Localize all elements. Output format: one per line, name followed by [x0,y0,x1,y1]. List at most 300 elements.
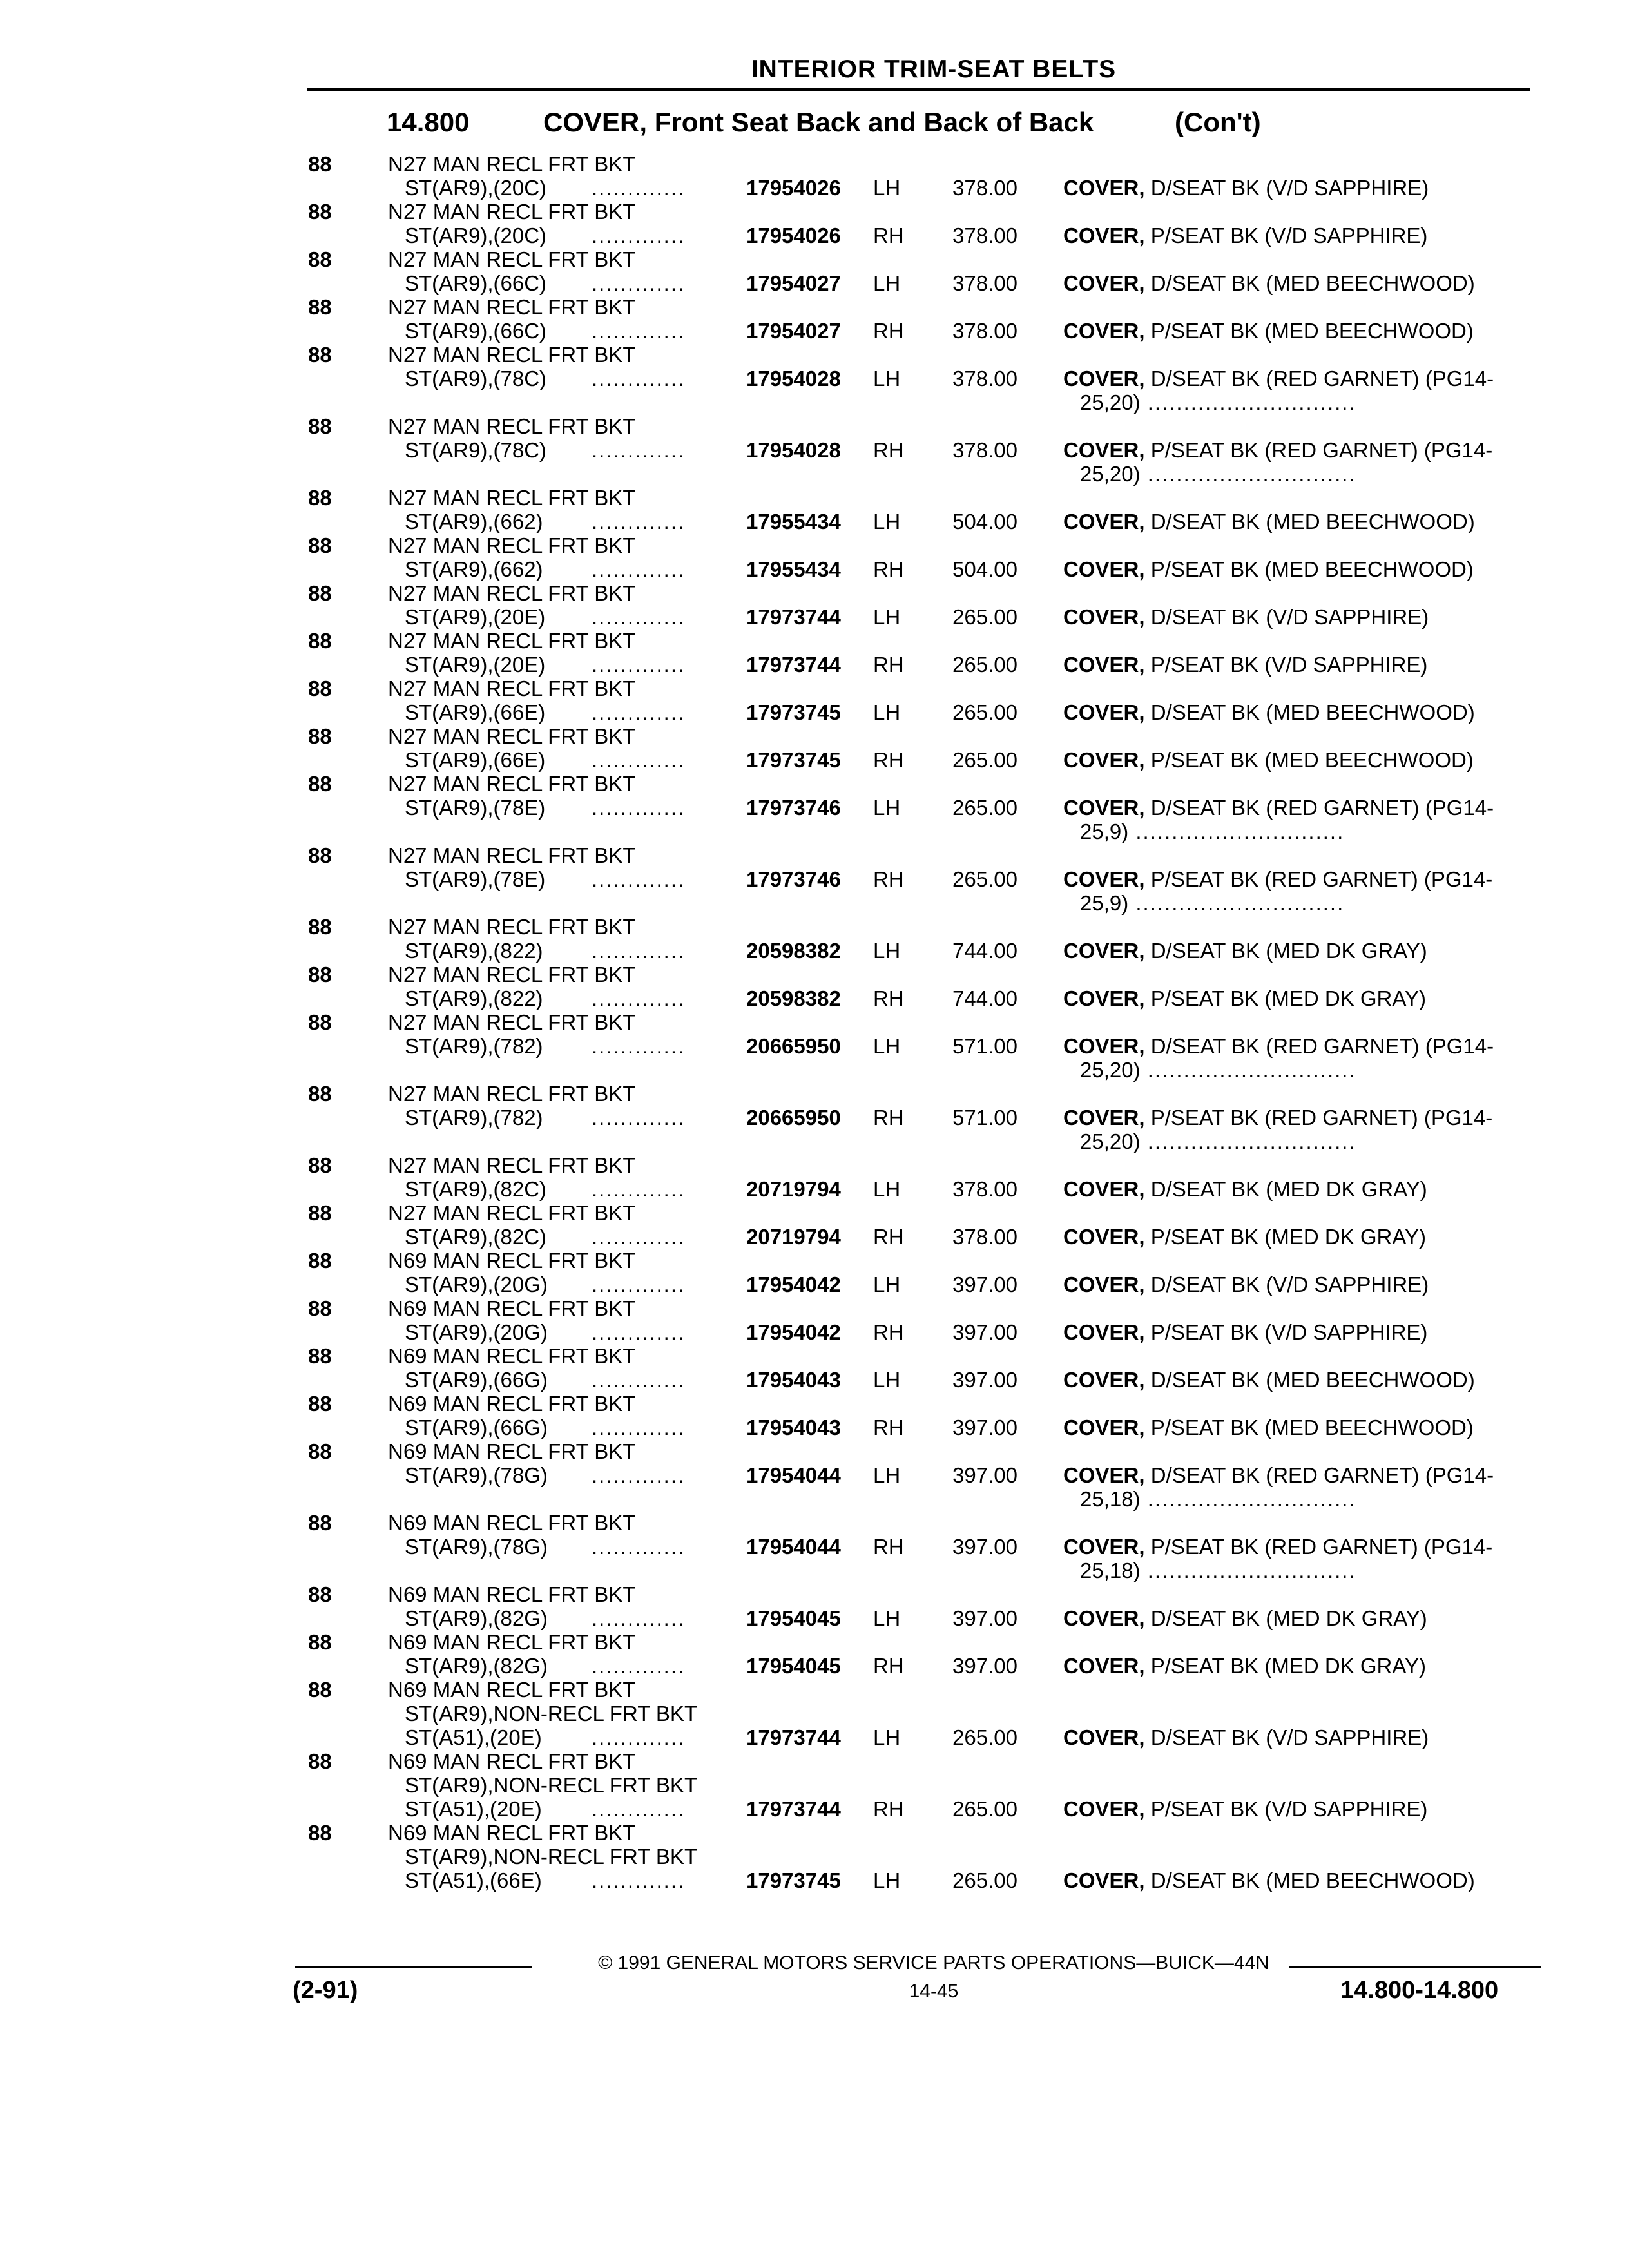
part-name-text: 25,20) [1080,1058,1141,1082]
side-code: LH [873,1869,901,1892]
model-description: N69 MAN RECL FRT BKT [388,1821,636,1845]
part-name [1063,367,1494,390]
part-number: 17954027 [746,319,841,343]
part-name-text: COVER, P/SEAT BK (RED GARNET) (PG14- [1063,1106,1493,1129]
part-name: 25,9) ............................. [1080,820,1345,843]
part-name [1063,1725,1429,1749]
model-description: N27 MAN RECL FRT BKT [388,486,636,510]
part-name: 25,9) ............................. [1080,891,1345,915]
part-name-text: COVER, P/SEAT BK (MED DK GRAY) [1063,1654,1426,1678]
leader-dots: ............. [592,986,686,1010]
part-name [1063,176,1429,200]
part-name [1063,1606,1427,1630]
side-code: RH [873,1416,904,1439]
model-description: N27 MAN RECL FRT BKT [388,295,636,319]
model-description: ST(AR9),(66C) [405,319,547,343]
part-number: 17954042 [746,1273,841,1296]
model-description: ST(AR9),(782) [405,1106,543,1129]
model-description: ST(AR9),(20G) [405,1320,548,1344]
model-description: ST(AR9),(66E) [405,748,546,772]
price: 265.00 [952,653,1017,677]
model-description: ST(AR9),(822) [405,986,543,1010]
page-ref: 88 [308,200,332,224]
page-ref: 88 [308,247,332,271]
part-number: 20598382 [746,939,841,963]
part-number: 17954042 [746,1320,841,1344]
model-description: ST(AR9),(82G) [405,1606,548,1630]
side-code: RH [873,438,904,462]
model-description: N69 MAN RECL FRT BKT [388,1439,636,1463]
side-code: LH [873,1368,901,1392]
leader-dots: ............. [592,653,686,677]
part-name-text: COVER, D/SEAT BK (MED BEECHWOOD) [1063,700,1475,724]
page-ref: 88 [308,1249,332,1273]
page-ref: 88 [308,1582,332,1606]
part-number: 20665950 [746,1034,841,1058]
part-name [1063,1535,1492,1559]
page-ref: 88 [308,1749,332,1773]
price: 265.00 [952,700,1017,724]
price: 378.00 [952,438,1017,462]
page-ref: 88 [308,152,332,176]
side-code: LH [873,700,901,724]
part-number: 17973745 [746,1869,841,1892]
model-description: ST(AR9),(20C) [405,176,547,200]
side-code: LH [873,1177,901,1201]
part-number: 20665950 [746,1106,841,1129]
model-description: ST(AR9),NON-RECL FRT BKT [405,1702,698,1725]
part-name-text: COVER, D/SEAT BK (MED DK GRAY) [1063,1606,1427,1630]
part-name-text: COVER, D/SEAT BK (V/D SAPPHIRE) [1063,1725,1429,1749]
page-ref: 88 [308,1153,332,1177]
part-name-text: COVER, D/SEAT BK (RED GARNET) (PG14- [1063,367,1494,390]
model-description: N69 MAN RECL FRT BKT [388,1630,636,1654]
part-name [1063,438,1492,462]
model-description: ST(AR9),(78G) [405,1535,548,1559]
leader-dots: ............. [592,1654,686,1678]
part-number: 20719794 [746,1177,841,1201]
part-name [1063,1106,1492,1129]
leader-dots: ............. [592,1106,686,1129]
price: 397.00 [952,1606,1017,1630]
model-description: N69 MAN RECL FRT BKT [388,1392,636,1416]
part-name [1063,1368,1475,1392]
part-name-text: COVER, P/SEAT BK (MED BEECHWOOD) [1063,319,1474,343]
part-name [1063,605,1429,629]
page-ref: 88 [308,963,332,986]
side-code: LH [873,1606,901,1630]
price: 265.00 [952,1725,1017,1749]
side-code: RH [873,986,904,1010]
part-number: 17954026 [746,176,841,200]
side-code: RH [873,319,904,343]
model-description: N27 MAN RECL FRT BKT [388,1201,636,1225]
model-description: N69 MAN RECL FRT BKT [388,1344,636,1368]
part-name [1063,867,1492,891]
model-description: ST(AR9),(66G) [405,1368,548,1392]
model-description: ST(AR9),(66C) [405,271,547,295]
model-description: N69 MAN RECL FRT BKT [388,1296,636,1320]
side-code: LH [873,176,901,200]
section-number: 14.800 [387,107,470,137]
side-code: RH [873,1320,904,1344]
part-name-text: COVER, P/SEAT BK (RED GARNET) (PG14- [1063,867,1493,891]
price: 397.00 [952,1416,1017,1439]
part-number: 17973744 [746,605,841,629]
part-number: 17954028 [746,367,841,390]
side-code: RH [873,653,904,677]
part-name-text: COVER, P/SEAT BK (MED DK GRAY) [1063,1225,1426,1249]
side-code: LH [873,1273,901,1296]
side-code: RH [873,557,904,581]
part-name [1063,1797,1427,1821]
leader-dots: ............. [592,271,686,295]
part-number: 17955434 [746,510,841,533]
model-description: N27 MAN RECL FRT BKT [388,963,636,986]
part-number: 17973744 [746,1797,841,1821]
part-name [1063,1869,1475,1892]
side-code: RH [873,1654,904,1678]
part-name-text: 25,20) [1080,462,1141,486]
model-description: ST(AR9),(822) [405,939,543,963]
side-code: LH [873,510,901,533]
part-number: 17955434 [746,557,841,581]
part-name-text: COVER, P/SEAT BK (V/D SAPPHIRE) [1063,224,1428,247]
side-code: LH [873,1034,901,1058]
part-name-text: COVER, P/SEAT BK (V/D SAPPHIRE) [1063,1797,1428,1821]
model-description: N69 MAN RECL FRT BKT [388,1749,636,1773]
page-ref: 88 [308,629,332,653]
model-description: ST(AR9),(78E) [405,867,546,891]
part-name-text: 25,20) [1080,390,1141,414]
model-description: ST(AR9),(782) [405,1034,543,1058]
model-description: N27 MAN RECL FRT BKT [388,724,636,748]
price: 265.00 [952,796,1017,820]
footer-rule-right [1289,1966,1541,1968]
price: 378.00 [952,1225,1017,1249]
part-name-text: COVER, D/SEAT BK (MED BEECHWOOD) [1063,1368,1475,1392]
page-ref: 88 [308,724,332,748]
price: 571.00 [952,1034,1017,1058]
footer-section-range: 14.800-14.800 [1340,1977,1499,2004]
model-description: N27 MAN RECL FRT BKT [388,915,636,939]
price: 265.00 [952,1797,1017,1821]
leader-dots: ............. [592,319,686,343]
part-name [1063,1034,1494,1058]
footer-copyright: © 1991 GENERAL MOTORS SERVICE PARTS OPERATIONS—BUICK—44N [598,1952,1269,1974]
model-description: N27 MAN RECL FRT BKT [388,343,636,367]
leader-dots: ............. [592,557,686,581]
part-name [1063,510,1475,533]
part-name-text: COVER, D/SEAT BK (V/D SAPPHIRE) [1063,605,1429,629]
price: 265.00 [952,1869,1017,1892]
leader-dots: ............. [592,1273,686,1296]
price: 397.00 [952,1463,1017,1487]
price: 504.00 [952,510,1017,533]
part-name [1063,796,1494,820]
part-number: 17954043 [746,1416,841,1439]
model-description: ST(A51),(66E) [405,1869,542,1892]
leader-dots: ............. [592,510,686,533]
leader-dots: ............. [592,1725,686,1749]
model-description: N69 MAN RECL FRT BKT [388,1582,636,1606]
part-name-text: 25,18) [1080,1487,1141,1511]
model-description: N27 MAN RECL FRT BKT [388,414,636,438]
price: 397.00 [952,1654,1017,1678]
price: 397.00 [952,1273,1017,1296]
part-name-text: COVER, P/SEAT BK (MED BEECHWOOD) [1063,1416,1474,1439]
part-number: 17973746 [746,796,841,820]
price: 378.00 [952,176,1017,200]
side-code: RH [873,1535,904,1559]
part-number: 17973746 [746,867,841,891]
model-description: ST(AR9),(78C) [405,367,547,390]
part-name [1063,1225,1426,1249]
model-description: N27 MAN RECL FRT BKT [388,247,636,271]
model-description: N27 MAN RECL FRT BKT [388,581,636,605]
leader-dots: ............. [592,939,686,963]
model-description: ST(AR9),(82C) [405,1225,547,1249]
model-description: N27 MAN RECL FRT BKT [388,772,636,796]
part-name: 25,20) ............................. [1080,1129,1356,1153]
page-ref: 88 [308,843,332,867]
model-description: N69 MAN RECL FRT BKT [388,1511,636,1535]
part-name [1063,1320,1427,1344]
model-description: N27 MAN RECL FRT BKT [388,1082,636,1106]
model-description: ST(AR9),NON-RECL FRT BKT [405,1845,698,1869]
leader-dots: ............. [592,1177,686,1201]
model-description: N27 MAN RECL FRT BKT [388,843,636,867]
price: 744.00 [952,986,1017,1010]
leader-dots: ............. [592,1320,686,1344]
part-name-text: COVER, P/SEAT BK (MED BEECHWOOD) [1063,557,1474,581]
leader-dots: ............. [592,1535,686,1559]
part-name [1063,939,1427,963]
page-ref: 88 [308,1821,332,1845]
part-name: 25,20) ............................. [1080,1058,1356,1082]
part-number: 17954044 [746,1463,841,1487]
part-name [1063,986,1426,1010]
leader-dots: ............. [592,176,686,200]
side-code: RH [873,1797,904,1821]
side-code: LH [873,1463,901,1487]
part-name-text: 25,20) [1080,1129,1141,1153]
leader-dots: ............. [592,1225,686,1249]
part-name: 25,20) ............................. [1080,390,1356,414]
price: 571.00 [952,1106,1017,1129]
footer-page-number: 14-45 [909,1981,959,2002]
page-ref: 88 [308,1344,332,1368]
part-name-text: COVER, P/SEAT BK (MED DK GRAY) [1063,986,1426,1010]
page-header-title: INTERIOR TRIM-SEAT BELTS [751,55,1117,83]
price: 397.00 [952,1320,1017,1344]
page-ref: 88 [308,772,332,796]
leader-dots: ............. [592,1416,686,1439]
part-name-text: COVER, D/SEAT BK (MED DK GRAY) [1063,1177,1427,1201]
part-number: 17973744 [746,1725,841,1749]
leader-dots: ............. [592,367,686,390]
part-name [1063,224,1427,247]
price: 378.00 [952,367,1017,390]
price: 265.00 [952,605,1017,629]
part-name-text: COVER, P/SEAT BK (V/D SAPPHIRE) [1063,1320,1428,1344]
model-description: ST(AR9),(78C) [405,438,547,462]
page-ref: 88 [308,1201,332,1225]
part-number: 17954045 [746,1606,841,1630]
part-name: 25,20) ............................. [1080,462,1356,486]
page-ref: 88 [308,486,332,510]
model-description: ST(AR9),(662) [405,557,543,581]
footer-date: (2-91) [293,1977,358,2004]
part-name-text: COVER, D/SEAT BK (MED BEECHWOOD) [1063,1869,1475,1892]
part-number: 17973745 [746,700,841,724]
model-description: ST(AR9),(20C) [405,224,547,247]
model-description: ST(AR9),(78G) [405,1463,548,1487]
model-description: ST(AR9),(662) [405,510,543,533]
model-description: ST(AR9),(20G) [405,1273,548,1296]
part-name-text: COVER, D/SEAT BK (MED BEECHWOOD) [1063,271,1475,295]
side-code: RH [873,1106,904,1129]
part-number: 20598382 [746,986,841,1010]
leader-dots: ............. [592,605,686,629]
model-description: ST(AR9),(82G) [405,1654,548,1678]
page-ref: 88 [308,295,332,319]
price: 744.00 [952,939,1017,963]
part-number: 17973745 [746,748,841,772]
part-name [1063,271,1475,295]
part-name [1063,1463,1494,1487]
part-name-text: COVER, P/SEAT BK (RED GARNET) (PG14- [1063,1535,1493,1559]
price: 265.00 [952,867,1017,891]
page-ref: 88 [308,343,332,367]
side-code: RH [873,1225,904,1249]
side-code: LH [873,367,901,390]
part-name [1063,653,1427,677]
leader-dots: ............. [592,1797,686,1821]
model-description: ST(AR9),(20E) [405,653,546,677]
model-description: N27 MAN RECL FRT BKT [388,1010,636,1034]
leader-dots: ............. [592,438,686,462]
model-description: N27 MAN RECL FRT BKT [388,533,636,557]
page-ref: 88 [308,1511,332,1535]
leader-dots: ............. [592,1034,686,1058]
leader-dots: ............. [592,748,686,772]
model-description: ST(AR9),(78E) [405,796,546,820]
page-ref: 88 [308,533,332,557]
part-name: 25,18) ............................. [1080,1487,1356,1511]
page-ref: 88 [308,1630,332,1654]
page-ref: 88 [308,1439,332,1463]
part-name [1063,319,1474,343]
part-number: 17954044 [746,1535,841,1559]
leader-dots: ............. [592,1463,686,1487]
model-description: ST(AR9),(66E) [405,700,546,724]
page-ref: 88 [308,1392,332,1416]
leader-dots: ............. [592,1606,686,1630]
part-name-text: 25,9) [1080,820,1129,843]
model-description: ST(AR9),(20E) [405,605,546,629]
part-number: 20719794 [746,1225,841,1249]
part-number: 17954027 [746,271,841,295]
price: 504.00 [952,557,1017,581]
part-number: 17954026 [746,224,841,247]
side-code: LH [873,605,901,629]
model-description: N27 MAN RECL FRT BKT [388,152,636,176]
model-description: ST(AR9),(66G) [405,1416,548,1439]
part-number: 17954043 [746,1368,841,1392]
part-name-text: COVER, D/SEAT BK (MED DK GRAY) [1063,939,1427,963]
page-ref: 88 [308,1678,332,1702]
page-ref: 88 [308,1082,332,1106]
model-description: N27 MAN RECL FRT BKT [388,677,636,700]
price: 378.00 [952,319,1017,343]
model-description: ST(A51),(20E) [405,1725,542,1749]
side-code: LH [873,796,901,820]
part-name-text: COVER, D/SEAT BK (RED GARNET) (PG14- [1063,1034,1494,1058]
part-name [1063,1416,1474,1439]
side-code: RH [873,867,904,891]
part-name-text: COVER, P/SEAT BK (V/D SAPPHIRE) [1063,653,1428,677]
side-code: LH [873,1725,901,1749]
model-description: ST(AR9),(82C) [405,1177,547,1201]
part-number: 17954028 [746,438,841,462]
page-ref: 88 [308,1010,332,1034]
model-description: N27 MAN RECL FRT BKT [388,200,636,224]
model-description: N69 MAN RECL FRT BKT [388,1249,636,1273]
part-name [1063,557,1474,581]
part-name [1063,1177,1427,1201]
leader-dots: ............. [592,700,686,724]
page-ref: 88 [308,1296,332,1320]
part-name-text: 25,9) [1080,891,1129,915]
page-ref: 88 [308,677,332,700]
part-name-text: 25,18) [1080,1559,1141,1582]
side-code: LH [873,271,901,295]
section-continued: (Con't) [1175,107,1261,137]
page-ref: 88 [308,915,332,939]
model-description: N69 MAN RECL FRT BKT [388,1678,636,1702]
part-name: 25,18) ............................. [1080,1559,1356,1582]
side-code: RH [873,748,904,772]
leader-dots: ............. [592,1368,686,1392]
part-name-text: COVER, D/SEAT BK (MED BEECHWOOD) [1063,510,1475,533]
model-description: ST(A51),(20E) [405,1797,542,1821]
leader-dots: ............. [592,867,686,891]
side-code: LH [873,939,901,963]
part-name [1063,700,1475,724]
part-name [1063,748,1474,772]
page-ref: 88 [308,414,332,438]
part-name-text: COVER, D/SEAT BK (RED GARNET) (PG14- [1063,1463,1494,1487]
part-name-text: COVER, P/SEAT BK (MED BEECHWOOD) [1063,748,1474,772]
price: 265.00 [952,748,1017,772]
price: 378.00 [952,224,1017,247]
leader-dots: ............. [592,796,686,820]
section-title: COVER, Front Seat Back and Back of Back [543,107,1094,137]
part-name-text: COVER, D/SEAT BK (V/D SAPPHIRE) [1063,1273,1429,1296]
part-name-text: COVER, D/SEAT BK (V/D SAPPHIRE) [1063,176,1429,200]
part-name [1063,1654,1426,1678]
model-description: ST(AR9),NON-RECL FRT BKT [405,1773,698,1797]
price: 378.00 [952,1177,1017,1201]
price: 397.00 [952,1368,1017,1392]
leader-dots: ............. [592,224,686,247]
part-name-text: COVER, P/SEAT BK (RED GARNET) (PG14- [1063,438,1493,462]
side-code: RH [873,224,904,247]
part-number: 17973744 [746,653,841,677]
price: 397.00 [952,1535,1017,1559]
part-name-text: COVER, D/SEAT BK (RED GARNET) (PG14- [1063,796,1494,820]
